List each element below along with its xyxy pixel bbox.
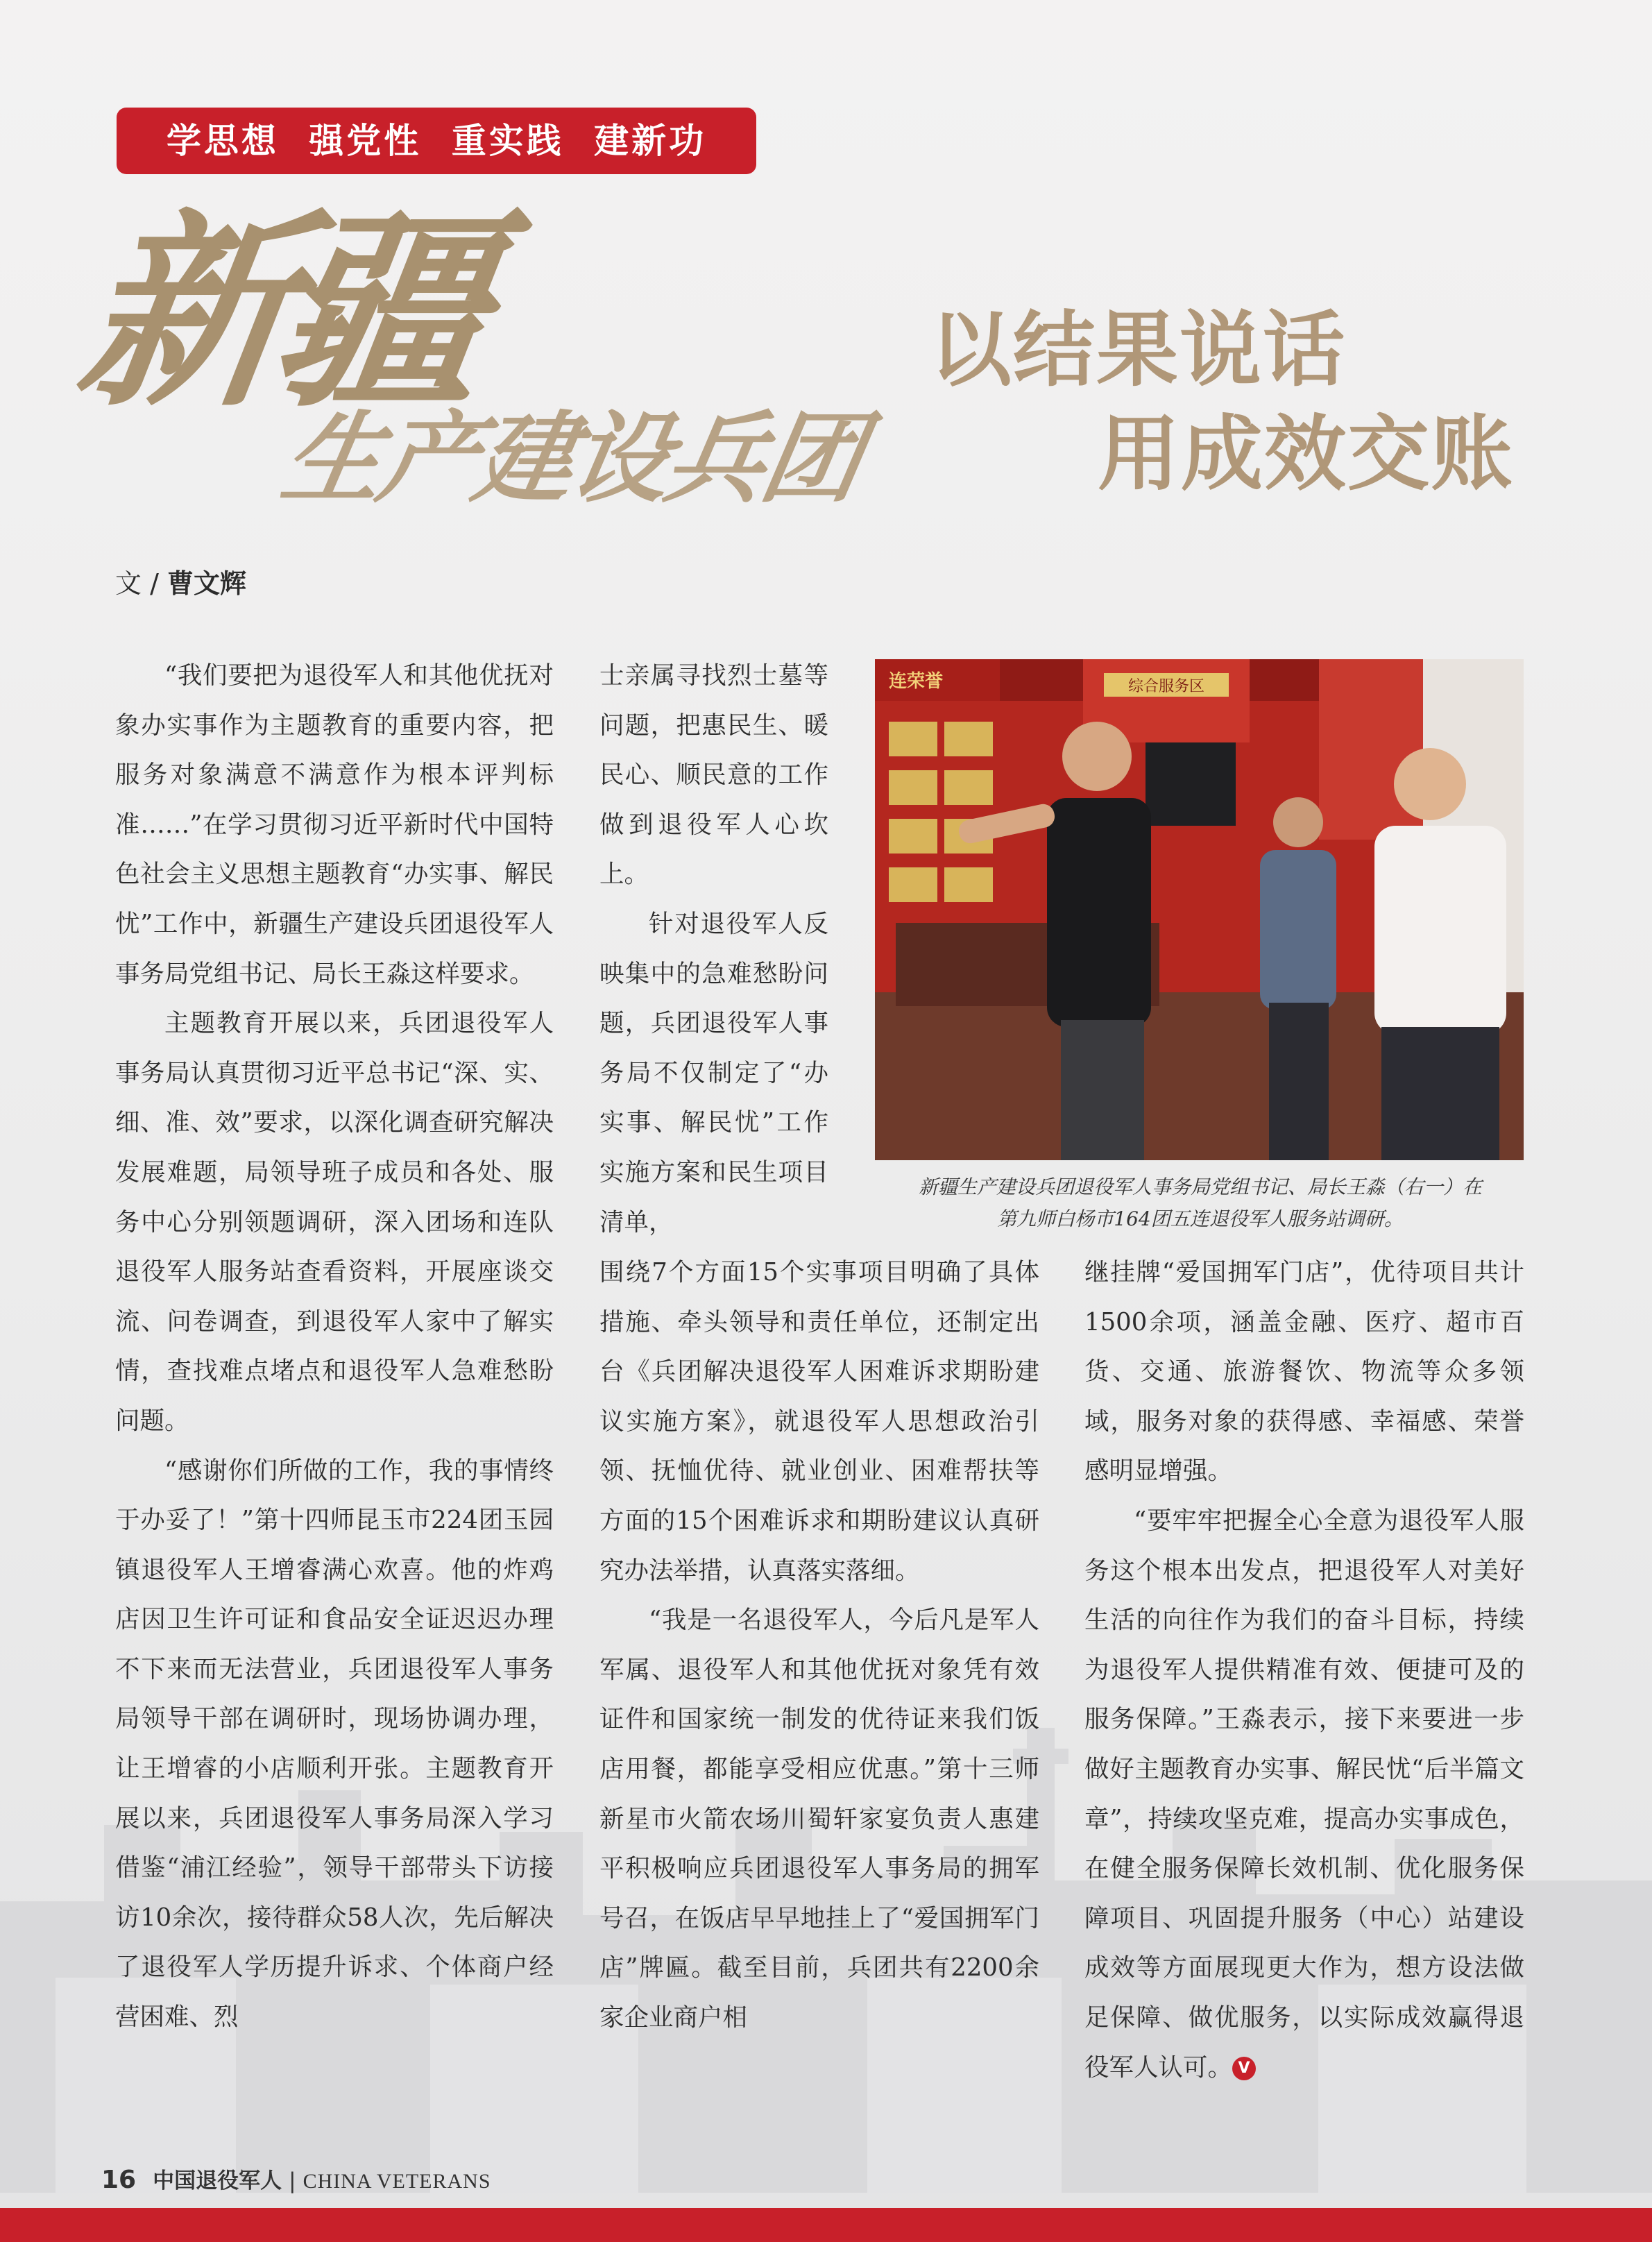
caption-line-1: 新疆生产建设兵团退役军人事务局党组书记、局长王淼（右一）在 — [918, 1175, 1482, 1198]
paragraph-text: “要牢牢把握全心全意为退役军人服务这个根本出发点，把退役军人对美好生活的向往作为我们的奋斗目标，持续为退役军人提供精准有效、便捷可及的服务保障。”王淼表示，接下来要进一步做好主题教育办实事、解民忧“后半篇文章”，持续攻坚克难，提高办实事成色，在健全服务保障长效机制、优化服务保障项目、巩固提升服务（中心）站建设成效等方面展现更大作为，想方设法做足保障、做优服务，以实际成效赢得退役军人认可。 — [1084, 1506, 1524, 2082]
paragraph: 主题教育开展以来，兵团退役军人事务局认真贯彻习近平总书记“深、实、细、准、效”要求，以深化调查研究解决发展难题，局领导班子成员和各处、服务中心分别领题调研，深入团场和连队退役军人服务站查看资料，开展座谈交流、问卷调查，到退役军人家中了解实情，查找难点堵点和退役军人急难愁盼问题。 — [115, 1009, 554, 1435]
article-column-1 — [115, 651, 554, 2042]
paragraph: “感谢你们所做的工作，我的事情终于办妥了！”第十四师昆玉市224团玉园镇退役军人王增睿满心欢喜。他的炸鸡店因卫生许可证和食品安全证迟迟办理不下来而无法营业，兵团退役军人事务局领导干部在调研时，现场协调办理，让王增睿的小店顺利开张。主题教育开展以来，兵团退役军人事务局深入学习借鉴“浦江经验”，领导干部带头下访接访10余次，接待群众58人次，先后解决了退役军人学历提升诉求、个体商户经营困难、烈 — [115, 1456, 554, 2032]
photo-caption — [876, 1171, 1525, 1235]
paragraph: 针对退役军人反映集中的急难愁盼问题，兵团退役军人事务局不仅制定了“办实事、解民忧”工作实施方案和民生项目清单， — [599, 909, 828, 1237]
caption-line-2: 第九师白杨市164团五连退役军人服务站调研。 — [997, 1207, 1404, 1230]
paragraph: “我们要把为退役军人和其他优抚对象办实事作为主题教育的重要内容，把服务对象满意不满意作为根本评判标准……”在学习贯彻习近平新时代中国特色社会主义思想主题教育“办实事、解民忧”工作中，新疆生产建设兵团退役军人事务局党组书记、局长王淼这样要求。 — [115, 661, 554, 988]
headline-line1: 以结果说话 — [930, 302, 1347, 398]
article-column-3 — [1084, 1248, 1524, 2092]
article-column-2-bottom — [599, 1248, 1039, 2043]
footer-separator: | — [289, 2168, 296, 2193]
bottom-color-bar — [0, 2208, 1652, 2242]
magazine-name-en: CHINA VETERANS — [303, 2170, 491, 2193]
photo-sign-center: 综合服务区 — [1127, 678, 1205, 695]
photo-illustration — [875, 659, 1524, 1160]
paragraph: “我是一名退役军人，今后凡是军人军属、退役军人和其他优抚对象凭有效证件和国家统一制发的优待证来我们饭店用餐，都能享受相应优惠。”第十三师新星市火箭农场川蜀轩家宴负责人惠建平积极响应兵团退役军人事务局的拥军号召，在饭店早早地挂上了“爱国拥军门店”牌匾。截至目前，兵团共有2200余家企业商户相 — [599, 1606, 1039, 2032]
paragraph: 围绕7个方面15个实事项目明确了具体措施、牵头领导和责任单位，还制定出台《兵团解决退役军人困难诉求期盼建议实施方案》，就退役军人思想政治引领、抚恤优待、就业创业、困难帮扶等方面的15个困难诉求和期盼建议认真研究办法举措，认真落实落细。 — [599, 1258, 1039, 1585]
article-photo — [875, 659, 1524, 1160]
paragraph: 士亲属寻找烈士墓等问题，把惠民生、暖民心、顺民意的工作做到退役军人心坎上。 — [599, 661, 828, 889]
byline-author: 曹文辉 — [167, 568, 246, 599]
byline — [115, 562, 246, 600]
photo-sign-left: 连荣誉 — [889, 671, 944, 692]
byline-prefix: 文 / — [115, 568, 167, 599]
page-footer — [101, 2163, 491, 2194]
page-number: 16 — [101, 2166, 137, 2194]
calligraphy-title-main: 新疆 — [66, 189, 489, 434]
paragraph: 继挂牌“爱国拥军门店”，优待项目共计1500余项，涵盖金融、医疗、超市百货、交通、旅游餐饮、物流等众多领域，服务对象的获得感、幸福感、荣誉感明显增强。 — [1084, 1258, 1524, 1486]
paragraph-last — [1084, 1496, 1524, 2092]
headline-line2: 用成效交账 — [1098, 406, 1515, 502]
article-column-2-top — [599, 651, 828, 1247]
calligraphy-title-sub: 生产建设兵团 — [274, 401, 869, 516]
section-banner: 学思想 强党性 重实践 建新功 — [117, 108, 756, 174]
magazine-name-cn: 中国退役军人 — [153, 2168, 282, 2193]
end-mark-icon: V — [1232, 2057, 1256, 2080]
